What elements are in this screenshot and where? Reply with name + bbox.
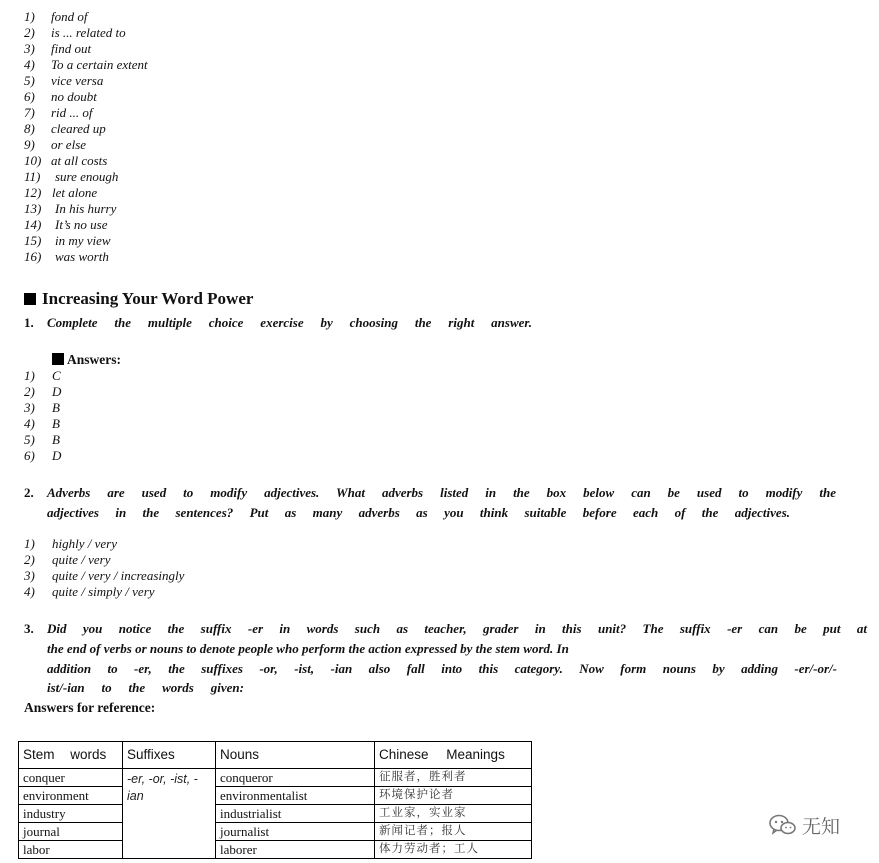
chinese-cell: 环境保护论者: [375, 787, 532, 805]
question-2: 2. Adverbs are used to modify adjectives. What adverbs listed in the box below can be used to modify the adjectives in the sentences? Put as many adverbs as you think suitable before each of the adjectives.: [24, 485, 836, 520]
noun-cell: environmentalist: [216, 787, 375, 805]
table-row: [19, 823, 532, 841]
chinese-cell: 新闻记者；报人: [375, 823, 532, 841]
noun-cell: industrialist: [216, 805, 375, 823]
table-row: [19, 805, 532, 823]
chinese-cell: 工业家，实业家: [375, 805, 532, 823]
chinese-cell: 征服者，胜利者: [375, 769, 532, 787]
question-3: 3. Did you notice the suffix -er in words such as teacher, grader in this unit? The suffix -er can be put at the end of verbs or nouns to denote people who perform the action expressed by the stem word. In addition to -er, the suffixes -or, -ist, -ian also fall into this category. Now form nouns by adding -er/-or/- ist/-ian to the words given:: [24, 621, 867, 695]
stem-cell: journal: [19, 823, 123, 841]
stem-cell: labor: [19, 841, 123, 859]
suffixes-cell: -er, -or, -ist, -ian: [123, 769, 216, 859]
reference-label: Answers for reference:: [24, 700, 156, 715]
watermark: [768, 812, 840, 839]
noun-cell: journalist: [216, 823, 375, 841]
wechat-icon: [768, 813, 798, 837]
col-header-suffixes: Suffixes: [123, 742, 216, 769]
table-row: [19, 841, 532, 859]
col-header-chinese: Chinese Meanings: [375, 742, 532, 769]
square-bullet-icon: [52, 353, 64, 365]
question-1: 1. Complete the multiple choice exercise by choosing the right answer.: [24, 315, 532, 330]
noun-cell: conqueror: [216, 769, 375, 787]
chinese-cell: 体力劳动者；工人: [375, 841, 532, 859]
watermark-text: 无知: [802, 816, 841, 838]
table-row: [19, 769, 532, 787]
table-header-row: [19, 742, 532, 769]
section-heading: Increasing Your Word Power: [24, 289, 253, 309]
answers-heading: Answers:: [52, 352, 121, 368]
stem-cell: environment: [19, 787, 123, 805]
square-bullet-icon: [24, 293, 36, 305]
col-header-stem: Stem words: [19, 742, 123, 769]
suffix-table: [18, 741, 532, 859]
table-row: [19, 787, 532, 805]
noun-cell: laborer: [216, 841, 375, 859]
stem-cell: conquer: [19, 769, 123, 787]
stem-cell: industry: [19, 805, 123, 823]
col-header-nouns: Nouns: [216, 742, 375, 769]
